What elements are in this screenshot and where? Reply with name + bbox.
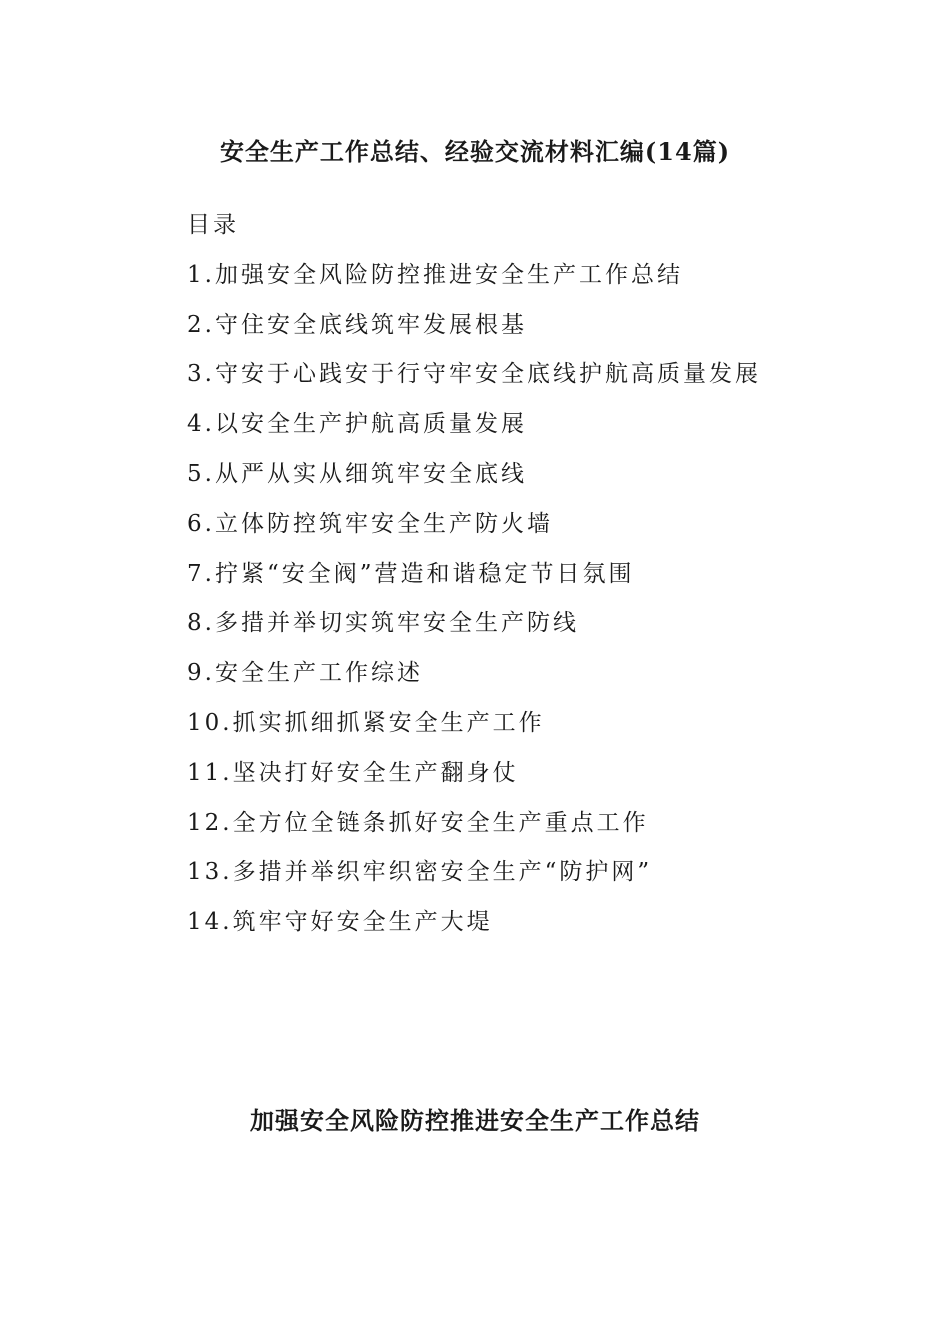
toc-item-3: 3.守安于心践安于行守牢安全底线护航高质量发展 xyxy=(187,361,761,388)
toc-item-1: 1.加强安全风险防控推进安全生产工作总结 xyxy=(187,261,683,288)
toc-list xyxy=(187,255,867,952)
toc-item-4: 4.以安全生产护航高质量发展 xyxy=(187,411,527,438)
toc-heading: 目录 xyxy=(187,212,239,238)
section-title: 加强安全风险防控推进安全生产工作总结 xyxy=(250,1106,700,1135)
toc-item-8: 8.多措并举切实筑牢安全生产防线 xyxy=(187,610,579,637)
toc-item-13: 13.多措并举织牢织密安全生产“防护网” xyxy=(187,859,653,886)
toc-item-10: 10.抓实抓细抓紧安全生产工作 xyxy=(187,709,545,736)
document-title: 安全生产工作总结、经验交流材料汇编(14篇) xyxy=(219,137,731,166)
toc-item-12: 12.全方位全链条抓好安全生产重点工作 xyxy=(187,809,649,836)
toc-item-14: 14.筑牢守好安全生产大堤 xyxy=(187,909,493,936)
toc-item-6: 6.立体防控筑牢安全生产防火墙 xyxy=(187,510,553,537)
toc-item-9: 9.安全生产工作综述 xyxy=(187,660,423,687)
table-of-contents xyxy=(187,205,867,952)
toc-item-2: 2.守住安全底线筑牢发展根基 xyxy=(187,311,527,338)
toc-item-5: 5.从严从实从细筑牢安全底线 xyxy=(187,460,527,487)
toc-item-7: 7.拧紧“安全阀”营造和谐稳定节日氛围 xyxy=(187,560,635,587)
toc-item-11: 11.坚决打好安全生产翻身仗 xyxy=(187,759,519,786)
